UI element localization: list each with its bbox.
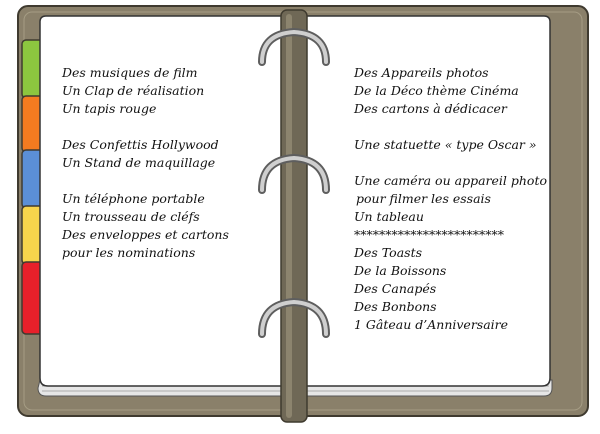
list-item: Des Canapés (354, 281, 437, 296)
list-item: 1 Gâteau d’Anniversaire (354, 317, 509, 332)
list-item: De la Déco thème Cinéma (354, 83, 519, 98)
list-item: Des Bonbons (354, 299, 437, 314)
list-item: pour filmer les essais (356, 191, 491, 206)
list-item: Des musiques de film (62, 65, 198, 80)
list-item: Un tapis rouge (62, 101, 157, 116)
list-item: Un téléphone portable (62, 191, 205, 206)
list-item: Des cartons à dédicacer (354, 101, 507, 116)
blank-line (354, 118, 547, 136)
list-item: Un Clap de réalisation (62, 83, 205, 98)
list-item: Des Appareils photos (354, 65, 489, 80)
binder-spine (281, 10, 307, 422)
list-item: ************************ (354, 227, 504, 242)
list-item: Un tableau (354, 209, 424, 224)
blank-line (62, 172, 229, 190)
list-item: De la Boissons (354, 263, 447, 278)
list-item: Un trousseau de cléfs (62, 209, 200, 224)
list-item: Des Toasts (354, 245, 423, 260)
blank-line (354, 154, 547, 172)
right-page-list (354, 64, 547, 334)
list-item: Des enveloppes et cartons (62, 227, 229, 242)
left-page-list (62, 64, 229, 262)
list-item: Une statuette « type Oscar » (354, 137, 537, 152)
list-item: Des Confettis Hollywood (62, 137, 219, 152)
list-item: Un Stand de maquillage (62, 155, 216, 170)
list-item: pour les nominations (62, 245, 196, 260)
list-item: Une caméra ou appareil photo (354, 173, 547, 188)
blank-line (62, 118, 229, 136)
